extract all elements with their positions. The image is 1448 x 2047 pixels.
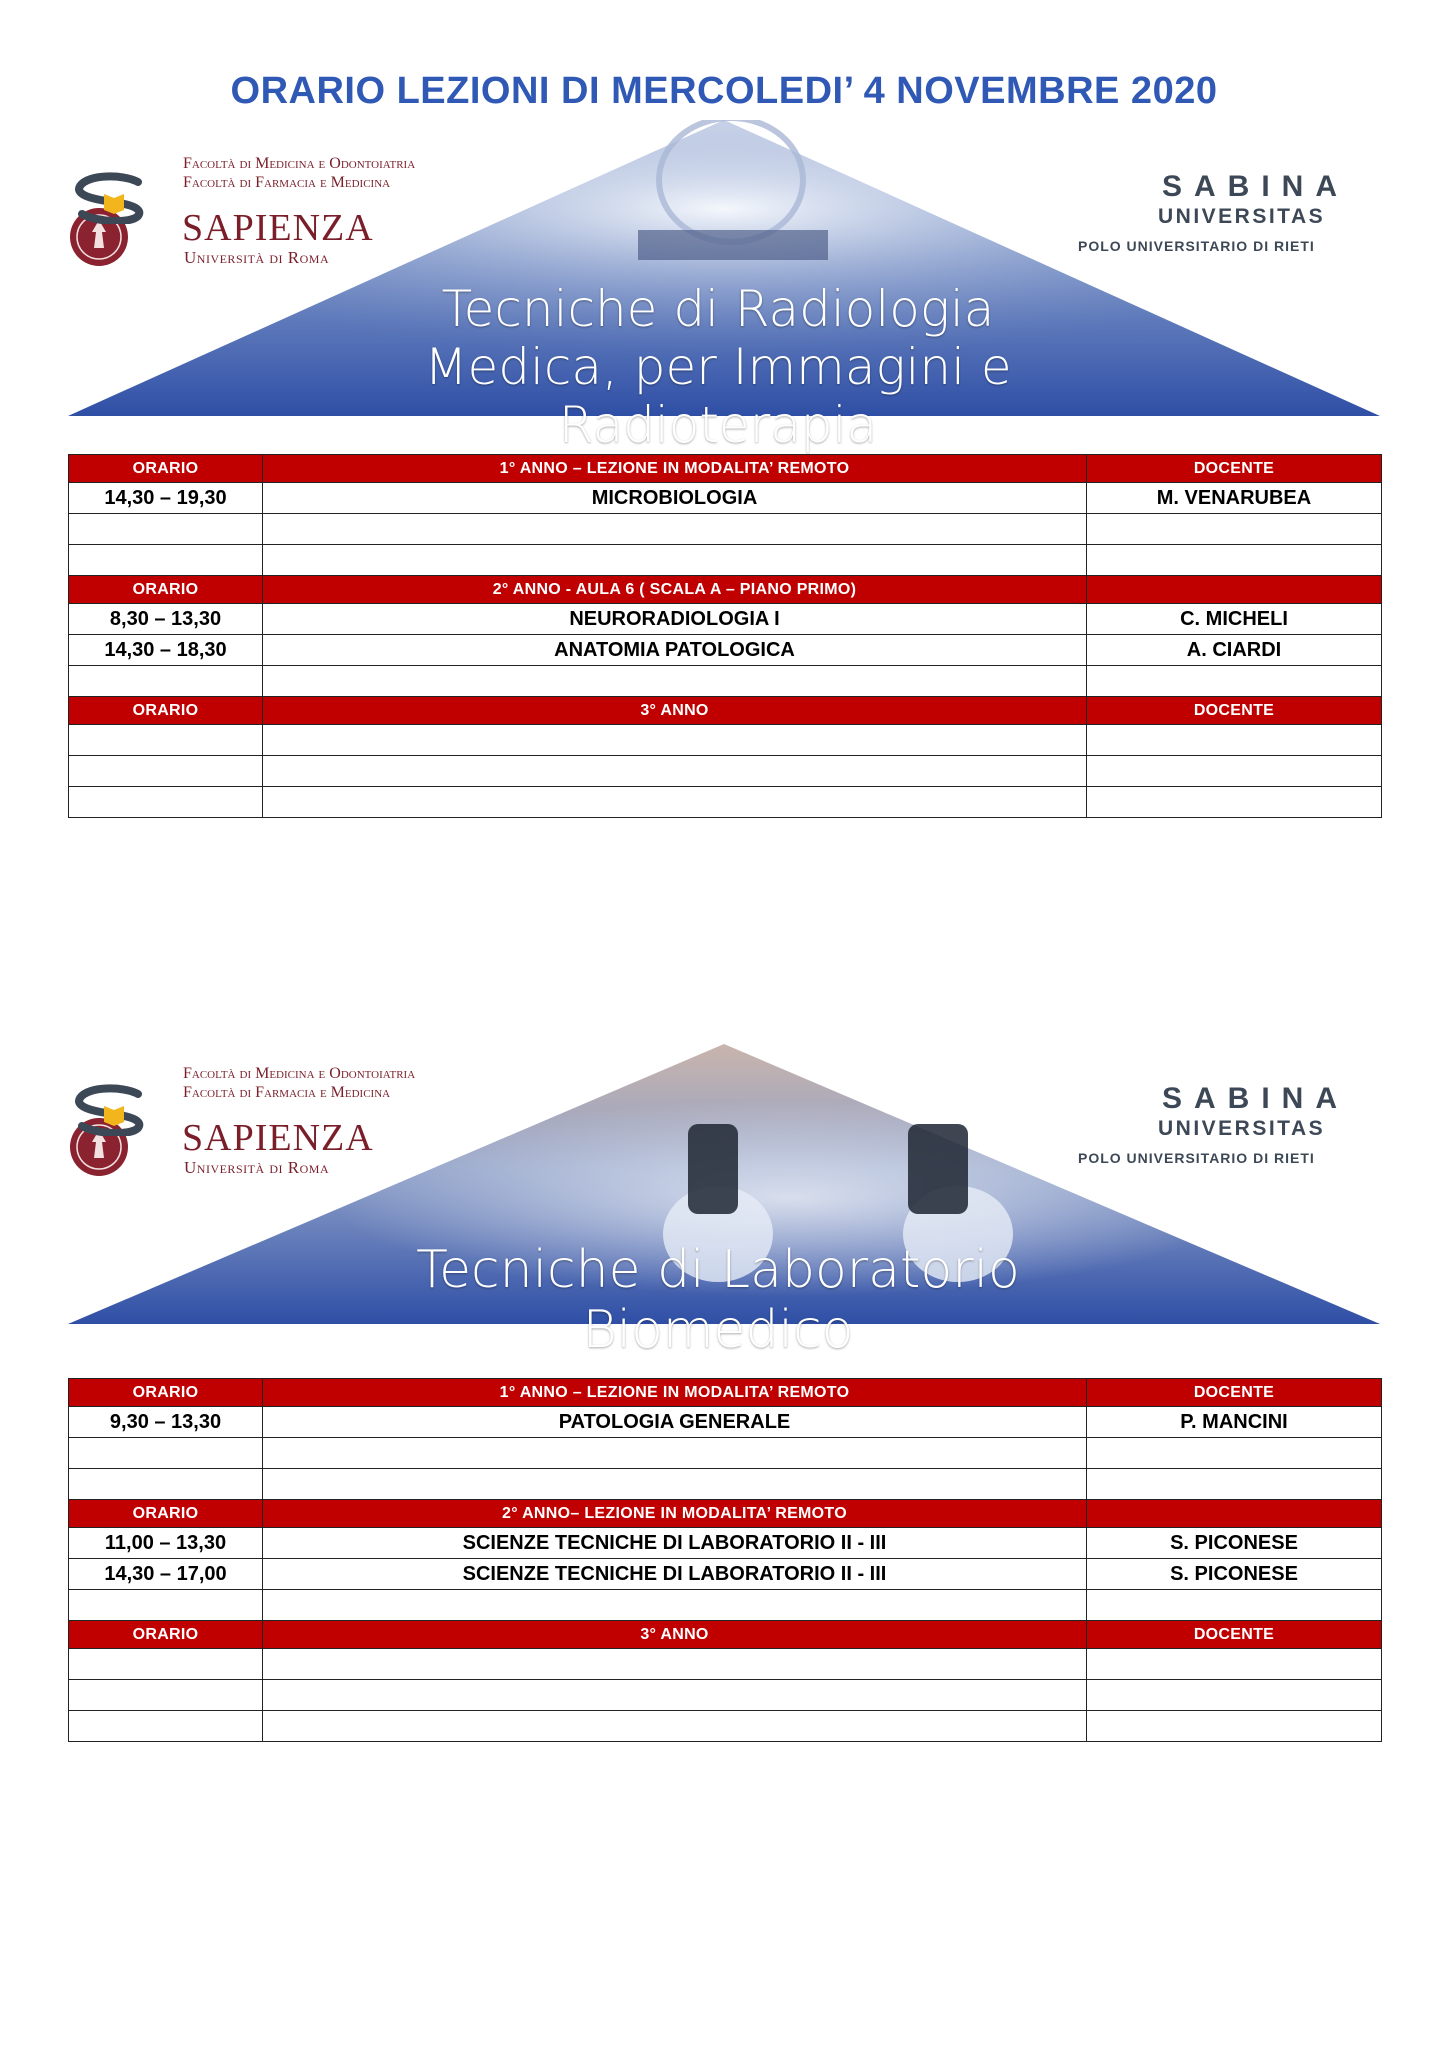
time-cell: 9,30 – 13,30 (69, 1407, 263, 1438)
header-cell: DOCENTE (1087, 1379, 1382, 1407)
table-row (69, 1438, 1382, 1469)
table-row (69, 1590, 1382, 1621)
header-cell: ORARIO (69, 455, 263, 483)
table-row (69, 483, 1382, 514)
header-cell: ORARIO (69, 1621, 263, 1649)
header-cell: 1° ANNO – LEZIONE IN MODALITA’ REMOTO (263, 455, 1087, 483)
time-cell (69, 787, 263, 818)
teacher-cell (1087, 725, 1382, 756)
header-cell: 3° ANNO (263, 697, 1087, 725)
teacher-cell (1087, 756, 1382, 787)
header-cell (1087, 1500, 1382, 1528)
teacher-cell (1087, 1469, 1382, 1500)
teacher-cell: C. MICHELI (1087, 604, 1382, 635)
table-row (69, 725, 1382, 756)
header-cell: ORARIO (69, 1500, 263, 1528)
course-title-laboratorio (308, 1240, 1128, 1360)
table-row (69, 514, 1382, 545)
subject-cell (263, 666, 1087, 697)
time-cell (69, 666, 263, 697)
table-header-row (69, 1500, 1382, 1528)
header-cell (1087, 576, 1382, 604)
table-row (69, 604, 1382, 635)
teacher-cell: S. PICONESE (1087, 1559, 1382, 1590)
sapienza-faculty-2: Facoltà di Farmacia e Medicina (183, 1084, 391, 1101)
teacher-cell (1087, 666, 1382, 697)
sapienza-subtitle: Università di Roma (184, 248, 330, 267)
sabina-logo-icon (68, 1084, 154, 1136)
time-cell (69, 545, 263, 576)
header-cell: ORARIO (69, 576, 263, 604)
subject-cell (263, 756, 1087, 787)
course-title-line1: Tecniche di Radiologia (441, 280, 995, 338)
table-header-row (69, 455, 1382, 483)
subject-cell: ANATOMIA PATOLOGICA (263, 635, 1087, 666)
subject-cell (263, 1711, 1087, 1742)
subject-cell (263, 545, 1087, 576)
time-cell (69, 514, 263, 545)
teacher-cell: A. CIARDI (1087, 635, 1382, 666)
sabina-polo: POLO UNIVERSITARIO DI RIETI (1078, 1150, 1315, 1166)
header-cell: DOCENTE (1087, 455, 1382, 483)
table-header-row (69, 697, 1382, 725)
subject-cell (263, 1469, 1087, 1500)
teacher-cell (1087, 1438, 1382, 1469)
teacher-cell: M. VENARUBEA (1087, 483, 1382, 514)
time-cell (69, 1469, 263, 1500)
time-cell (69, 756, 263, 787)
subject-cell: PATOLOGIA GENERALE (263, 1407, 1087, 1438)
header-cell: 2° ANNO - AULA 6 ( SCALA A – PIANO PRIMO) (263, 576, 1087, 604)
subject-cell (263, 514, 1087, 545)
table-row (69, 1559, 1382, 1590)
table-row (69, 1528, 1382, 1559)
banner-radiologia (68, 120, 1380, 454)
table-row (69, 545, 1382, 576)
time-cell: 14,30 – 19,30 (69, 483, 263, 514)
subject-cell (263, 1438, 1087, 1469)
time-cell (69, 1649, 263, 1680)
table-header-row (69, 1379, 1382, 1407)
time-cell: 14,30 – 18,30 (69, 635, 263, 666)
table-header-row (69, 576, 1382, 604)
teacher-cell (1087, 1649, 1382, 1680)
sabina-name: SABINA (1162, 1082, 1350, 1115)
subject-cell (263, 1649, 1087, 1680)
table-row (69, 1469, 1382, 1500)
sabina-universitas: UNIVERSITAS (1158, 205, 1326, 228)
teacher-cell (1087, 514, 1382, 545)
header-cell: DOCENTE (1087, 1621, 1382, 1649)
schedule-table-laboratorio (68, 1378, 1382, 1742)
subject-cell (263, 1590, 1087, 1621)
banner-laboratorio (68, 1044, 1380, 1360)
subject-cell (263, 787, 1087, 818)
sabina-universitas: UNIVERSITAS (1158, 1117, 1326, 1140)
teacher-cell (1087, 1590, 1382, 1621)
subject-cell: NEURORADIOLOGIA I (263, 604, 1087, 635)
sapienza-faculty-1: Facoltà di Medicina e Odontoiatria (183, 1065, 416, 1082)
teacher-cell: P. MANCINI (1087, 1407, 1382, 1438)
table-row (69, 787, 1382, 818)
header-cell: 3° ANNO (263, 1621, 1087, 1649)
subject-cell: SCIENZE TECNICHE DI LABORATORIO II - III (263, 1559, 1087, 1590)
table-row (69, 666, 1382, 697)
page-title: ORARIO LEZIONI DI MERCOLEDI’ 4 NOVEMBRE 2020 (230, 70, 1218, 112)
time-cell (69, 1438, 263, 1469)
sapienza-faculty-1: Facoltà di Medicina e Odontoiatria (183, 155, 416, 172)
table-row (69, 635, 1382, 666)
sapienza-subtitle: Università di Roma (184, 1158, 330, 1177)
sabina-logo-icon (68, 172, 154, 224)
table-row (69, 1711, 1382, 1742)
sapienza-name: SAPIENZA (182, 207, 374, 249)
sabina-polo: POLO UNIVERSITARIO DI RIETI (1078, 238, 1315, 254)
header-cell: 2° ANNO– LEZIONE IN MODALITA’ REMOTO (263, 1500, 1087, 1528)
teacher-cell: S. PICONESE (1087, 1528, 1382, 1559)
time-cell (69, 1680, 263, 1711)
subject-cell: MICROBIOLOGIA (263, 483, 1087, 514)
sapienza-name: SAPIENZA (182, 1117, 374, 1159)
time-cell: 11,00 – 13,30 (69, 1528, 263, 1559)
time-cell (69, 1590, 263, 1621)
time-cell (69, 1711, 263, 1742)
table-row (69, 756, 1382, 787)
teacher-cell (1087, 1680, 1382, 1711)
sabina-name: SABINA (1162, 170, 1350, 203)
teacher-cell (1087, 1711, 1382, 1742)
course-title-line2: Medica, per Immagini e Radioterapia (424, 338, 1012, 454)
subject-cell (263, 1680, 1087, 1711)
subject-cell: SCIENZE TECNICHE DI LABORATORIO II - III (263, 1528, 1087, 1559)
course-title-radiologia (368, 280, 1068, 454)
header-cell: DOCENTE (1087, 697, 1382, 725)
subject-cell (263, 725, 1087, 756)
header-cell: ORARIO (69, 1379, 263, 1407)
header-cell: 1° ANNO – LEZIONE IN MODALITA’ REMOTO (263, 1379, 1087, 1407)
time-cell: 14,30 – 17,00 (69, 1559, 263, 1590)
sapienza-faculty-2: Facoltà di Farmacia e Medicina (183, 174, 391, 191)
time-cell (69, 725, 263, 756)
table-row (69, 1649, 1382, 1680)
teacher-cell (1087, 787, 1382, 818)
course-title-line1: Tecniche di Laboratorio Biomedico (416, 1240, 1020, 1360)
time-cell: 8,30 – 13,30 (69, 604, 263, 635)
table-row (69, 1680, 1382, 1711)
table-header-row (69, 1621, 1382, 1649)
header-cell: ORARIO (69, 697, 263, 725)
table-row (69, 1407, 1382, 1438)
teacher-cell (1087, 545, 1382, 576)
schedule-table-radiologia (68, 454, 1382, 818)
